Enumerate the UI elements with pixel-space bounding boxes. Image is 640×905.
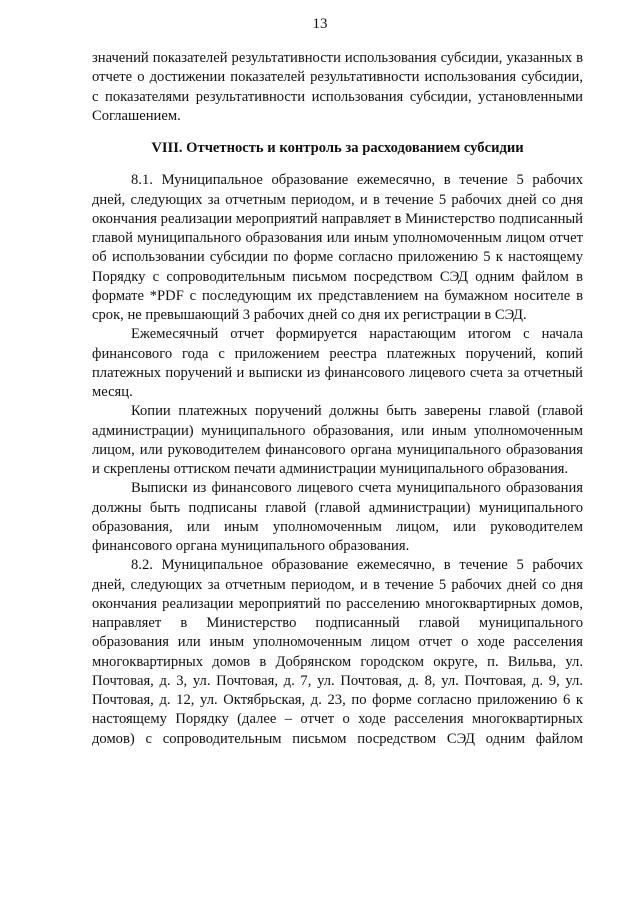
paragraph-monthly-report: Ежемесячный отчет формируется нарастающим итогом с начала финансового года с приложением реестра платежных поручений, копий платежных поручений и выписки из финансового лицевого счета за отчетный месяц. [92, 326, 583, 400]
section-heading: VIII. Отчетность и контроль за расходованием субсидии [151, 140, 524, 156]
paragraph-account-statements: Выписки из финансового лицевого счета муниципального образования должны быть подписаны главой (главой администрации) муниципального образования, или иным уполномоченным лицом, или руководителем финансового органа муниципального образования. [92, 480, 583, 554]
paragraph-8-2: 8.2. Муниципальное образование ежемесячно, в течение 5 рабочих дней, следующих за отчетным периодом, и в течение 5 рабочих дней со дня окончания реализации мероприятий по расселению многоквартирных домов, направляет в Министерство подписанный главой муниципального образования или иным уполномоченным лицом отчет о ходе расселения многоквартирных домов в Добрянском городском округе, п. Вильва, ул. Почтовая, д. 3, ул. Почтовая, д. 7, ул. Почтовая, д. 8, ул. Почтовая, д. 9, ул. Почтовая, д. 12, ул. Октябрьская, д. 23, по форме согласно приложению 6 к настоящему Порядку (далее – отчет о ходе расселения многоквартирных домов) с сопроводительным письмом посредством СЭД одним файлом [92, 557, 583, 747]
intro-paragraph: значений показателей результативности использования субсидии, указанных в отчете о достижении показателей результативности использования субсидии, с показателями результативности использования субсидии, установленными Соглашением. [92, 50, 583, 124]
paragraph-8-1: 8.1. Муниципальное образование ежемесячно, в течение 5 рабочих дней, следующих за отчетным периодом, и в течение 5 рабочих дней со дня окончания реализации мероприятий направляет в Министерство подписанный главой муниципального образования или иным уполномоченным лицом отчет об использовании субсидии по форме согласно приложению 5 к настоящему Порядку с сопроводительным письмом посредством СЭД одним файлом в формате *PDF с последующим их представлением на бумажном носителе в срок, не превышающий 3 рабочих дней со дня их регистрации в СЭД. [92, 172, 583, 323]
page-number: 13 [312, 16, 328, 32]
document-body [92, 49, 583, 749]
paragraph-payment-copies: Копии платежных поручений должны быть заверены главой (главой администрации) муниципального образования, или иным уполномоченным лицом, или руководителем финансового органа муниципального образования и скреплены оттиском печати администрации муниципального образования. [92, 403, 583, 477]
